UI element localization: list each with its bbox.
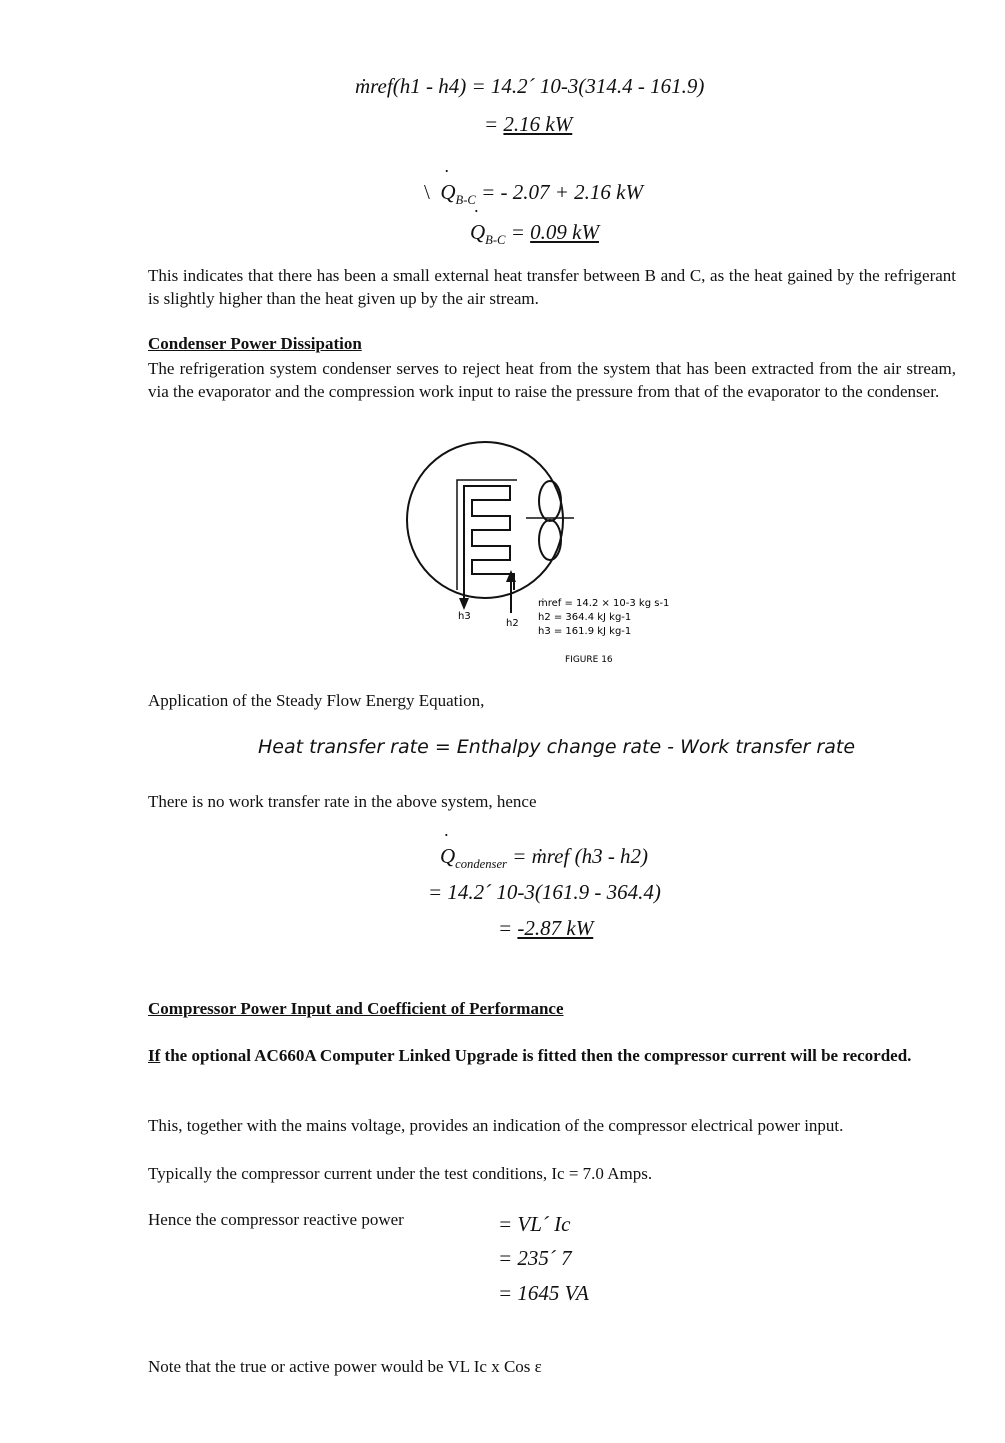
sfee-intro: Application of the Steady Flow Energy Equation, xyxy=(148,691,485,710)
paragraph-mains-voltage: This, together with the mains voltage, provides an indication of the compressor electrical power input. xyxy=(148,1116,844,1135)
eq2-rhs: = - 2.07 + 2.16 kW xyxy=(481,180,643,204)
label-h2: h2 xyxy=(506,618,519,629)
reactive-eq-line3: = 1645 VA xyxy=(498,1281,589,1305)
paragraph-optional-upgrade xyxy=(148,1044,956,1067)
paragraph-condenser: The refrigeration system condenser serves to reject heat from the system that has been extracted from the air stream, via the evaporator and the compression work input to raise the pressure from that of the evaporator to the condenser. xyxy=(148,359,956,401)
label-h3: h3 xyxy=(458,611,471,622)
equation-q-condenser-result xyxy=(498,916,593,941)
eq3-equals: = xyxy=(498,916,513,940)
legend-h2: h2 = 364.4 kJ kg-1 xyxy=(538,612,632,623)
eq3-rhs: = ṁref (h3 - h2) xyxy=(512,844,649,868)
figure-16-condenser-diagram xyxy=(390,438,720,668)
if-word: If xyxy=(148,1046,161,1065)
paragraph-typical-current: Typically the compressor current under the test conditions, Ic = 7.0 Amps. xyxy=(148,1164,653,1183)
equation-result-2-16 xyxy=(484,112,572,137)
upgrade-text: the optional AC660A Computer Linked Upgrade is fitted then the compressor current will be recorded. xyxy=(160,1046,912,1065)
equation-q-condenser xyxy=(440,844,648,872)
eq3-value: -2.87 kW xyxy=(517,916,594,940)
qdot-symbol-2: ˙ Q xyxy=(470,220,485,245)
paragraph-active-power-note: Note that the true or active power would be VL Ic x Cos ɛ xyxy=(148,1357,542,1376)
equation-q-condenser-values: = 14.2´ 10-3(161.9 - 364.4) xyxy=(428,880,661,904)
equation-mdot-h1-h4 xyxy=(355,74,704,99)
legend-mdot: ṁref = 14.2 × 10-3 kg s-1 xyxy=(538,598,670,609)
outlet-arrow xyxy=(459,598,469,610)
qdot-condenser-subscript: condenser xyxy=(455,857,507,872)
reactive-power-label: Hence the compressor reactive power xyxy=(148,1210,404,1229)
qdot-subscript: B-C xyxy=(455,193,476,208)
section-heading-compressor: Compressor Power Input and Coefficient of Performance xyxy=(148,999,564,1018)
qdot-symbol: ˙ Q xyxy=(440,180,455,205)
eq1-rhs: = 14.2´ 10-3(314.4 - 161.9) xyxy=(471,74,705,98)
qdot-subscript-2: B-C xyxy=(485,233,506,248)
eq1-lhs: ṁref(h1 - h4) xyxy=(355,74,467,98)
equation-qbc-result xyxy=(470,220,599,248)
therefore-symbol: \ xyxy=(424,180,430,204)
paragraph-heat-transfer: This indicates that there has been a small external heat transfer between B and C, as the heat gained by the refrigerant is slightly higher than the heat given up by the air stream. xyxy=(148,266,956,308)
eq2-value: 0.09 kW xyxy=(530,220,599,244)
legend-h3: h3 = 161.9 kJ kg-1 xyxy=(538,626,632,637)
no-work-statement: There is no work transfer rate in the above system, hence xyxy=(148,792,537,811)
fan-blade-bottom xyxy=(539,520,561,560)
reactive-eq-line1: = VL´ Ic xyxy=(498,1212,571,1236)
qdot-condenser-symbol: ˙ Q xyxy=(440,844,455,869)
eq1-equals: = xyxy=(484,112,499,136)
figure-caption: FIGURE 16 xyxy=(565,655,613,665)
section-heading-condenser: Condenser Power Dissipation xyxy=(148,334,362,353)
condenser-coil xyxy=(464,486,514,590)
fan-blade-top xyxy=(539,481,561,521)
eq2-equals: = xyxy=(510,220,525,244)
equation-qbc-sum xyxy=(424,180,643,208)
reactive-eq-line2: = 235´ 7 xyxy=(498,1246,572,1270)
sfee-equation: Heat transfer rate = Enthalpy change rate - Work transfer rate xyxy=(258,736,856,758)
eq1-value: 2.16 kW xyxy=(503,112,573,136)
